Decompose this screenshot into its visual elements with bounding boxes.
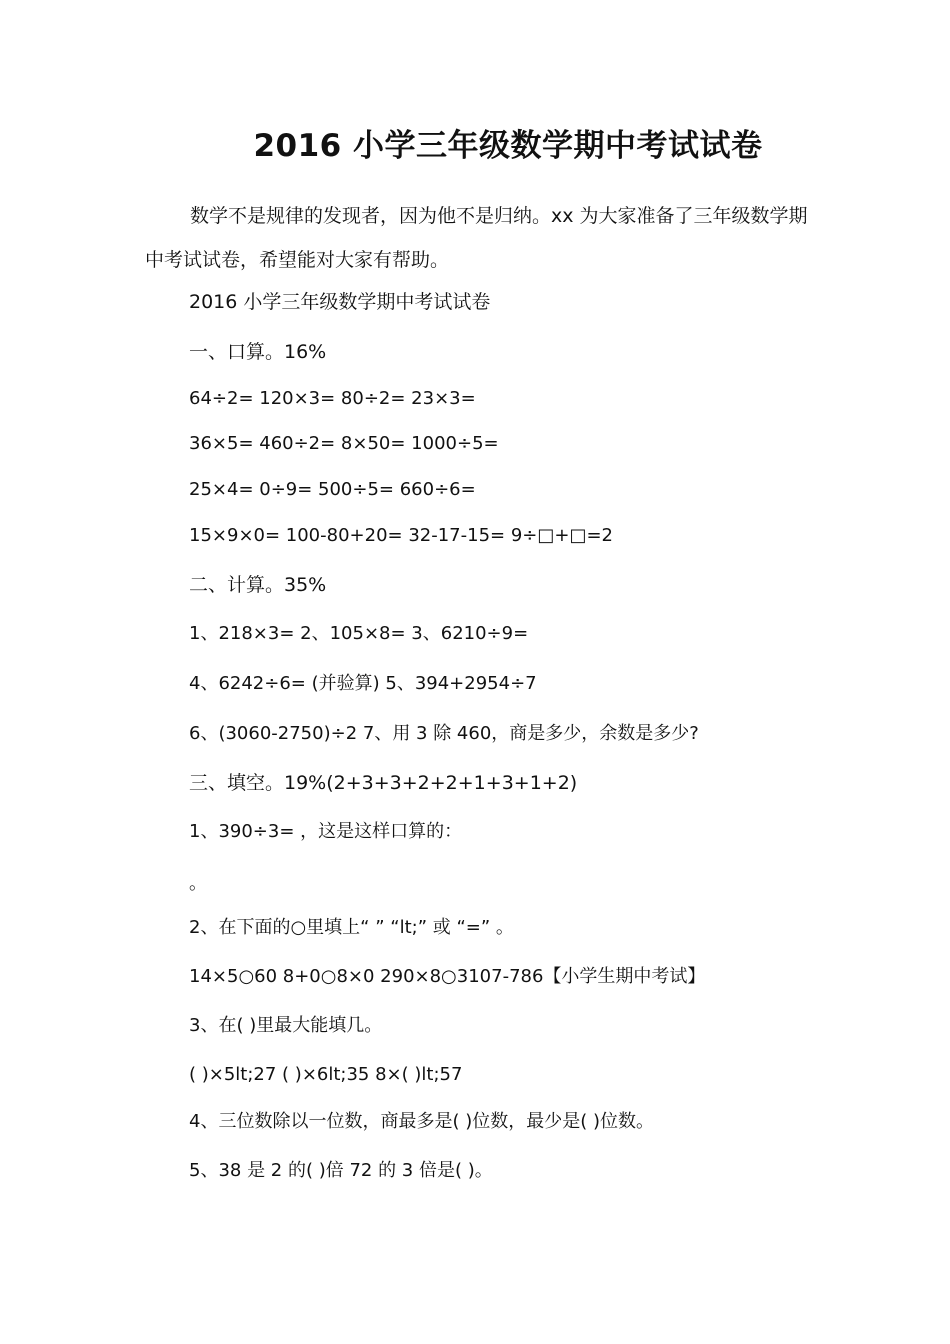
fill-question-4: 4、三位数除以一位数，商最多是( )位数，最少是( )位数。 — [189, 1111, 654, 1132]
oral-row-2: 36×5= 460÷2= 8×50= 1000÷5= — [189, 433, 499, 454]
calculation-row-2: 4、6242÷6= (并验算) 5、394+2954÷7 — [189, 673, 537, 694]
fill-question-2-items: 14×5○60 8+0○8×0 290×8○3107-786【小学生期中考试】 — [189, 966, 706, 987]
calculation-row-1: 1、218×3= 2、105×8= 3、6210÷9= — [189, 623, 529, 644]
fill-question-1: 1、390÷3= ，这是这样口算的： — [189, 821, 463, 842]
oral-row-4: 15×9×0= 100-80+20= 32-17-15= 9÷□+□=2 — [189, 525, 613, 546]
fill-question-1-answer: 。 — [189, 873, 207, 894]
document-title: 2016 小学三年级数学期中考试试卷 — [253, 128, 763, 164]
section-heading-fill: 三、填空。19%(2+3+3+2+2+1+3+1+2) — [189, 772, 578, 794]
oral-row-3: 25×4= 0÷9= 500÷5= 660÷6= — [189, 479, 476, 500]
fill-question-2: 2、在下面的○里填上“ ” “lt;” 或 “=” 。 — [189, 917, 514, 938]
oral-row-1: 64÷2= 120×3= 80÷2= 23×3= — [189, 388, 476, 409]
fill-question-3: 3、在( )里最大能填几。 — [189, 1015, 383, 1036]
fill-question-5: 5、38 是 2 的( )倍 72 的 3 倍是( )。 — [189, 1160, 493, 1181]
subtitle-line: 2016 小学三年级数学期中考试试卷 — [189, 291, 491, 313]
section-heading-oral: 一、口算。16% — [189, 341, 327, 363]
section-heading-calculation: 二、计算。35% — [189, 574, 327, 596]
intro-paragraph: 数学不是规律的发现者，因为他不是归纳。xx 为大家准备了三年级数学期中考试试卷，希望能对大家有帮助。 — [145, 205, 808, 271]
calculation-row-3: 6、(3060-2750)÷2 7、用 3 除 460，商是多少，余数是多少? — [189, 723, 699, 744]
fill-question-3-items: ( )×5lt;27 ( )×6lt;35 8×( )lt;57 — [189, 1064, 463, 1085]
